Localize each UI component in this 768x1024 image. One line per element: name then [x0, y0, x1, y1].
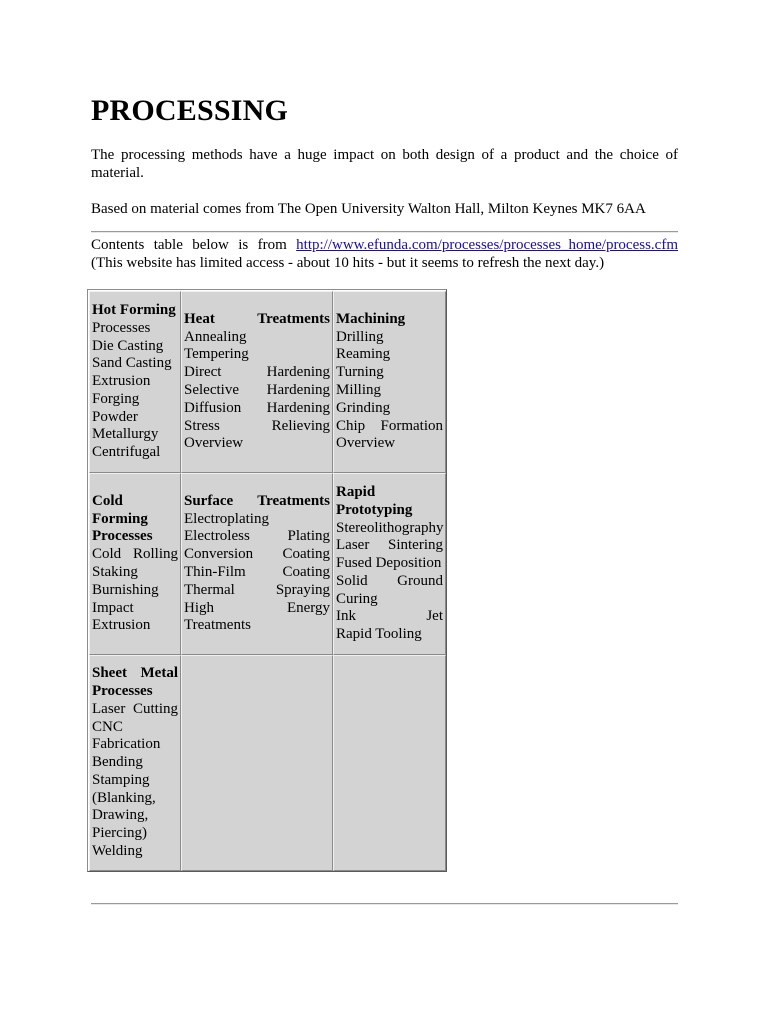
list-item[interactable]: Reaming — [336, 346, 391, 363]
cell-heading: Rapid Prototyping — [336, 483, 413, 518]
cell-heading: Hot Forming — [92, 301, 176, 318]
table-cell-rapid-prototyping — [333, 473, 446, 655]
list-item[interactable]: Forging — [92, 390, 140, 407]
list-item[interactable]: Electroless Plating — [184, 528, 330, 545]
contents-prefix: Contents table below is from — [91, 237, 287, 253]
table-cell-machining — [333, 291, 446, 473]
contents-note: (This website has limited access - about 10 hits - but it seems to refresh the next day.) — [91, 255, 605, 271]
list-item[interactable]: Milling — [336, 382, 382, 398]
list-item[interactable]: Thin-Film Coating — [184, 564, 330, 580]
list-item[interactable]: Electroplating — [184, 510, 269, 527]
table-cell-hot-forming — [89, 291, 181, 473]
list-item[interactable]: Drilling — [336, 328, 384, 345]
list-item[interactable]: Ink Jet — [336, 608, 443, 625]
list-item[interactable]: Overview — [184, 435, 244, 452]
list-item[interactable]: Thermal Spraying — [184, 581, 330, 598]
list-item[interactable]: Overview — [336, 435, 396, 452]
list-item[interactable]: Grinding — [336, 399, 391, 416]
table-cell-sheet-metal — [89, 655, 181, 871]
list-item[interactable]: Laser Cutting — [92, 700, 178, 717]
list-item[interactable]: Staking — [92, 564, 138, 580]
list-item[interactable]: Annealing — [184, 328, 247, 345]
list-item[interactable]: Solid Ground Curing — [336, 572, 443, 607]
contents-table — [87, 289, 447, 872]
list-item[interactable]: Bending — [92, 754, 143, 771]
list-item[interactable]: Diffusion Hardening — [184, 399, 330, 416]
list-item[interactable]: Extrusion — [92, 373, 151, 390]
cell-heading: Cold Forming Processes — [92, 492, 153, 545]
list-item[interactable]: Selective Hardening — [184, 382, 330, 398]
list-item[interactable]: Fused Deposition — [336, 555, 442, 572]
list-item[interactable]: Processes — [92, 319, 151, 336]
list-item[interactable]: Impact Extrusion — [92, 599, 151, 634]
cell-heading: Surface Treatments — [184, 492, 330, 509]
list-item[interactable]: Stereolithography — [336, 519, 444, 536]
list-item[interactable]: Die Casting — [92, 337, 164, 354]
intro-paragraph: The processing methods have a huge impact on both design of a product and the choice of material. — [91, 147, 678, 181]
table-cell-surface-treatments — [181, 473, 333, 655]
list-item[interactable]: Cold Rolling — [92, 546, 178, 563]
table-cell-empty — [333, 655, 446, 871]
list-item[interactable]: Laser Sintering — [336, 537, 443, 554]
page-title: PROCESSING — [91, 94, 289, 127]
horizontal-rule — [91, 903, 678, 905]
list-item[interactable]: Powder Metallurgy — [92, 408, 159, 443]
source-credit: Based on material comes from The Open University Walton Hall, Milton Keynes MK7 6AA — [91, 201, 646, 217]
table-cell-cold-forming — [89, 473, 181, 655]
table-cell-heat-treatments — [181, 291, 333, 473]
list-item[interactable]: Welding — [92, 843, 143, 860]
list-item[interactable]: Centrifugal — [92, 444, 161, 461]
contents-source-paragraph — [91, 236, 678, 272]
efunda-link[interactable]: http://www.efunda.com/processes/processes_home/process.cfm — [296, 237, 678, 253]
horizontal-rule — [91, 231, 678, 233]
list-item[interactable]: Burnishing — [92, 581, 159, 598]
list-item[interactable]: Stress Relieving — [184, 417, 330, 434]
cell-heading: Sheet Metal Processes — [92, 665, 178, 699]
list-item[interactable]: Stamping (Blanking, Drawing, Piercing) — [92, 771, 156, 842]
list-item[interactable]: Sand Casting — [92, 355, 172, 372]
cell-heading: Heat Treatments — [184, 310, 330, 327]
list-item[interactable]: Direct Hardening — [184, 364, 330, 381]
list-item[interactable]: Conversion Coating — [184, 546, 330, 563]
list-item[interactable]: Tempering — [184, 346, 249, 363]
list-item[interactable]: High Energy Treatments — [184, 599, 330, 634]
list-item[interactable]: CNC Fabrication — [92, 718, 161, 753]
list-item[interactable]: Chip Formation — [336, 417, 443, 434]
list-item[interactable]: Turning — [336, 364, 384, 381]
contents-source-line — [91, 236, 678, 254]
list-item[interactable]: Rapid Tooling — [336, 626, 422, 643]
cell-heading: Machining — [336, 310, 406, 327]
table-cell-empty — [181, 655, 333, 871]
